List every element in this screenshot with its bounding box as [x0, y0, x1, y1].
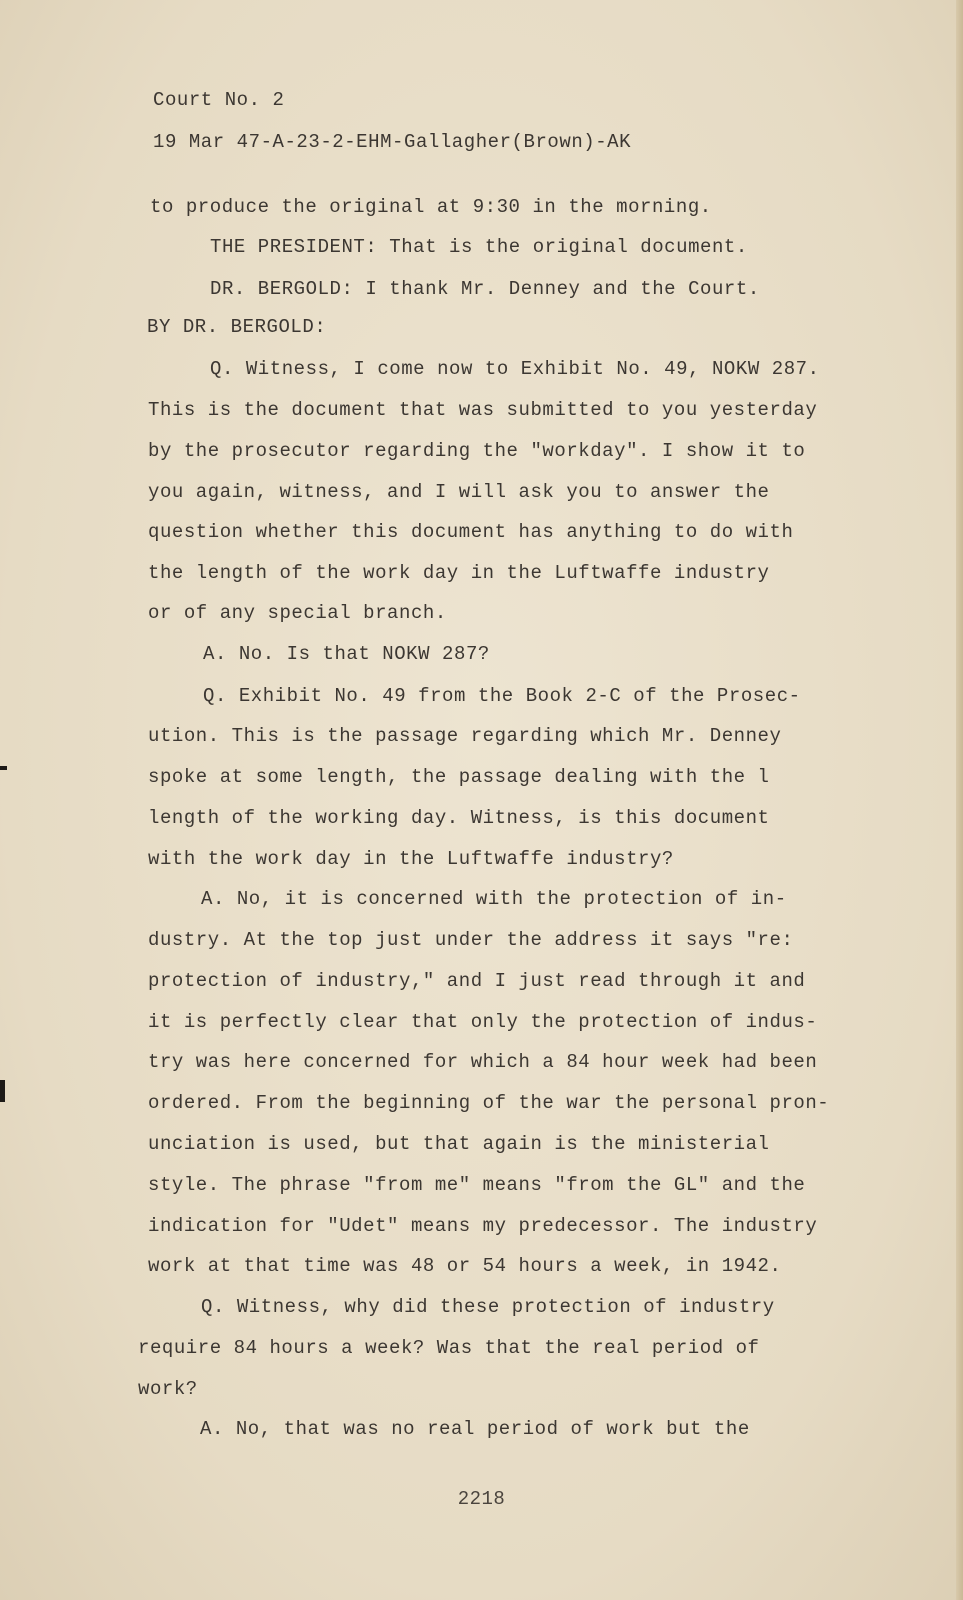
transcript-line: ution. This is the passage regarding which Mr. Denney [148, 725, 782, 747]
binding-mark [0, 766, 7, 770]
transcript-line: length of the working day. Witness, is this document [148, 807, 770, 829]
transcript-line: Q. Witness, why did these protection of industry [201, 1296, 775, 1318]
transcript-line: THE PRESIDENT: That is the original document. [210, 236, 748, 258]
transcript-line: BY DR. BERGOLD: [147, 316, 327, 338]
transcript-line: unciation is used, but that again is the ministerial [148, 1133, 770, 1155]
transcript-line: indication for "Udet" means my predecessor. The industry [148, 1215, 818, 1237]
transcript-line: ordered. From the beginning of the war the personal pron- [148, 1092, 830, 1114]
page-edge [956, 0, 963, 1600]
transcript-line: to produce the original at 9:30 in the morning. [150, 196, 712, 218]
transcript-line: style. The phrase "from me" means "from the GL" and the [148, 1174, 806, 1196]
transcript-line: A. No, that was no real period of work but the [200, 1418, 750, 1440]
transcript-line: work at that time was 48 or 54 hours a week, in 1942. [148, 1255, 782, 1277]
transcript-line: This is the document that was submitted to you yesterday [148, 399, 818, 421]
transcript-line: or of any special branch. [148, 602, 447, 624]
transcript-line: by the prosecutor regarding the "workday". I show it to [148, 440, 806, 462]
transcript-line: you again, witness, and I will ask you to answer the [148, 481, 770, 503]
transcript-line: require 84 hours a week? Was that the real period of [138, 1337, 760, 1359]
transcript-line: Q. Exhibit No. 49 from the Book 2-C of the Prosec- [203, 685, 801, 707]
transcript-line: protection of industry," and I just read through it and [148, 970, 806, 992]
transcript-line: question whether this document has anything to do with [148, 521, 794, 543]
transcript-line: try was here concerned for which a 84 hour week had been [148, 1051, 818, 1073]
transcript-line: it is perfectly clear that only the protection of indus- [148, 1011, 818, 1033]
transcript-line: with the work day in the Luftwaffe industry? [148, 848, 674, 870]
transcript-line: A. No. Is that NOKW 287? [203, 643, 490, 665]
transcript-line: work? [138, 1378, 198, 1400]
transcript-line: A. No, it is concerned with the protection of in- [201, 888, 787, 910]
transcript-line: Q. Witness, I come now to Exhibit No. 49, NOKW 287. [210, 358, 820, 380]
transcript-line: dustry. At the top just under the address it says "re: [148, 929, 794, 951]
transcript-line: the length of the work day in the Luftwaffe industry [148, 562, 770, 584]
page-number: 2218 [457, 1488, 506, 1510]
binding-mark [0, 1080, 5, 1102]
transcript-reference: 19 Mar 47-A-23-2-EHM-Gallagher(Brown)-AK [153, 131, 632, 153]
transcript-line: spoke at some length, the passage dealing with the l [148, 766, 770, 788]
court-number: Court No. 2 [153, 89, 285, 111]
transcript-line: DR. BERGOLD: I thank Mr. Denney and the Court. [210, 278, 760, 300]
